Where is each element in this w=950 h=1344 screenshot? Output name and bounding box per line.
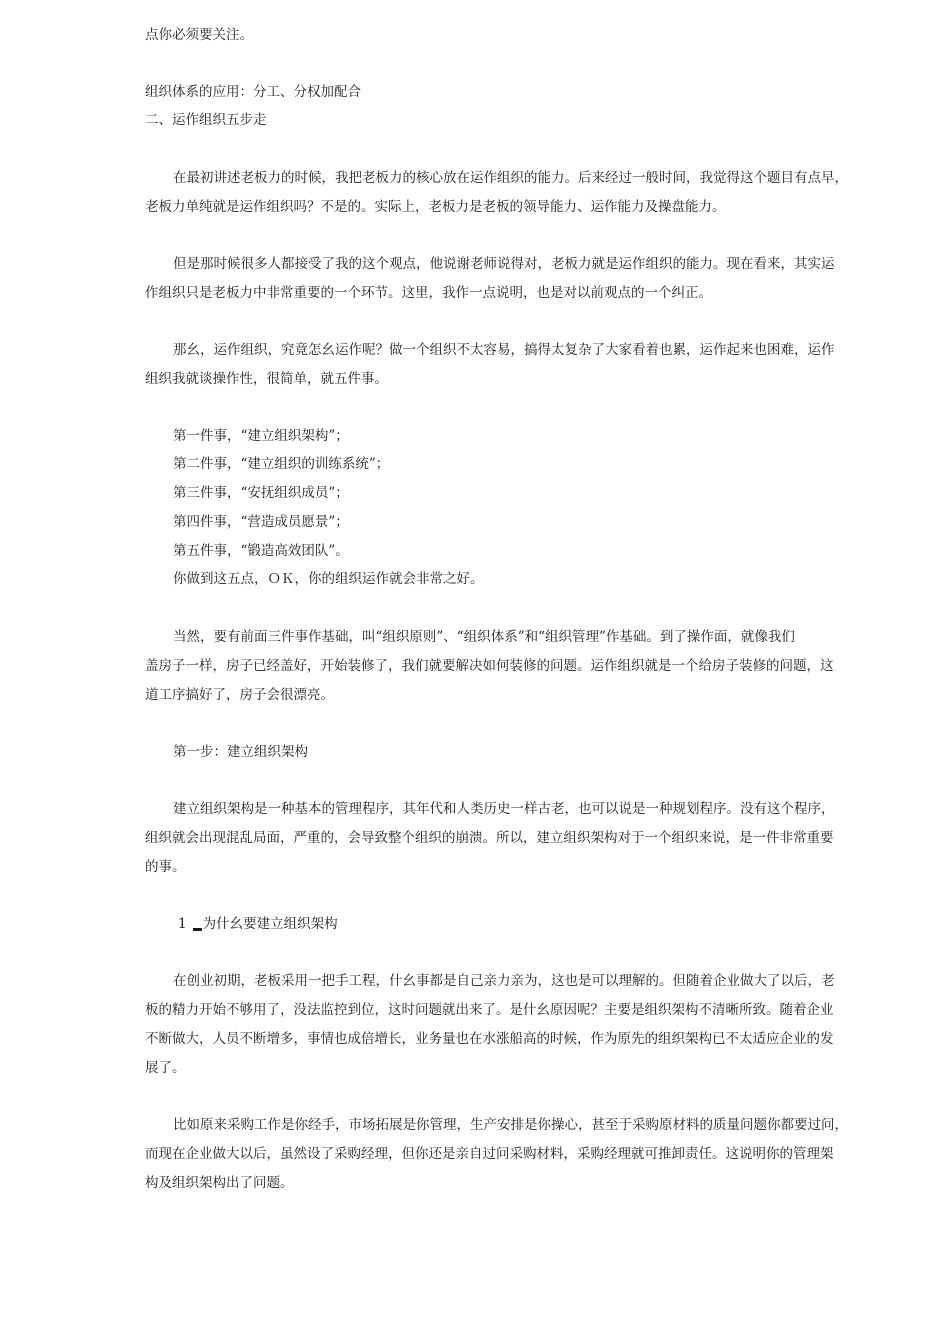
paragraph-line: 构及组织架构出了问题。 [145,1175,294,1191]
intro-line: 点你必须要关注。 [145,27,253,43]
separator-mark [193,928,202,931]
intro-line: 组织体系的应用：分工、分权加配合 [145,84,361,100]
step-item: 第五件事，“锻造高效团队”。 [173,543,349,559]
paragraph-line: 比如原来采购工作是你经手，市场拓展是你管理，生产安排是你操心，甚至于采购原材料的质量问题你都要过问， [173,1117,848,1133]
paragraph-line: 老板力单纯就是运作组织吗？不是的。实际上，老板力是老板的领导能力、运作能力及操盘能力。 [145,199,726,215]
paragraph-line: 当然，要有前面三件事作基础，叫“组织原则”、“组织体系”和“组织管理”作基础。到了操作面，就像我们 [173,629,795,645]
paragraph-line: 作组织只是老板力中非常重要的一个环节。这里，我作一点说明，也是对以前观点的一个纠正。 [145,285,712,301]
subsection-title: 为什幺要建立组织架构 [202,916,338,932]
subsection-number: 1 [178,916,187,932]
paragraph-line: 而现在企业做大以后，虽然设了采购经理，但你还是亲自过问采购材料，采购经理就可推卸责任。这说明你的管理架 [145,1146,834,1162]
paragraph-line: 但是那时候很多人都接受了我的这个观点，他说谢老师说得对，老板力就是运作组织的能力。现在看来，其实运 [173,256,835,272]
paragraph-line: 盖房子一样，房子已经盖好，开始装修了，我们就要解决如何装修的问题。运作组织就是一个给房子装修的问题，这 [145,658,834,674]
paragraph-line: 那幺，运作组织，究竟怎幺运作呢？做一个组织不太容易，搞得太复杂了大家看着也累，运作起来也困难，运作 [173,342,835,358]
step-item: 第一件事，“建立组织架构”； [173,428,349,444]
paragraph-line: 道工序搞好了，房子会很漂亮。 [145,687,334,703]
paragraph-line: 展了。 [145,1060,186,1076]
paragraph-line: 不断做大，人员不断增多，事情也成倍增长，业务量也在水涨船高的时候，作为原先的组织架构已不太适应企业的发 [145,1031,834,1047]
paragraph-line: 在创业初期，老板采用一把手工程，什幺事都是自己亲力亲为，这也是可以理解的。但随着企业做大了以后，老 [173,973,835,989]
step-item: 第二件事，“建立组织的训练系统”； [173,456,390,472]
paragraph-line: 在最初讲述老板力的时候，我把老板力的核心放在运作组织的能力。后来经过一般时间，我觉得这个题目有点早， [173,170,848,186]
step-item: 第三件事，“安抚组织成员”； [173,485,349,501]
paragraph-line: 组织我就谈操作性，很简单，就五件事。 [145,371,388,387]
paragraph-line: 建立组织架构是一种基本的管理程序，其年代和人类历史一样古老，也可以说是一种规划程序。没有这个程序， [173,801,835,817]
section-heading: 二、运作组织五步走 [145,112,267,128]
paragraph-line: 的事。 [145,859,186,875]
step-item: 第四件事，“营造成员愿景”； [173,514,349,530]
step-summary: 你做到这五点，ＯＫ，你的组织运作就会非常之好。 [173,571,484,587]
paragraph-line: 板的精力开始不够用了，没法监控到位，这时问题就出来了。是什幺原因呢？主要是组织架构不清晰所致。随着企业 [145,1002,834,1018]
paragraph-line: 组织就会出现混乱局面，严重的，会导致整个组织的崩溃。所以，建立组织架构对于一个组织来说，是一件非常重要 [145,830,834,846]
subsection-heading [178,914,918,934]
step-heading: 第一步：建立组织架构 [173,744,308,760]
